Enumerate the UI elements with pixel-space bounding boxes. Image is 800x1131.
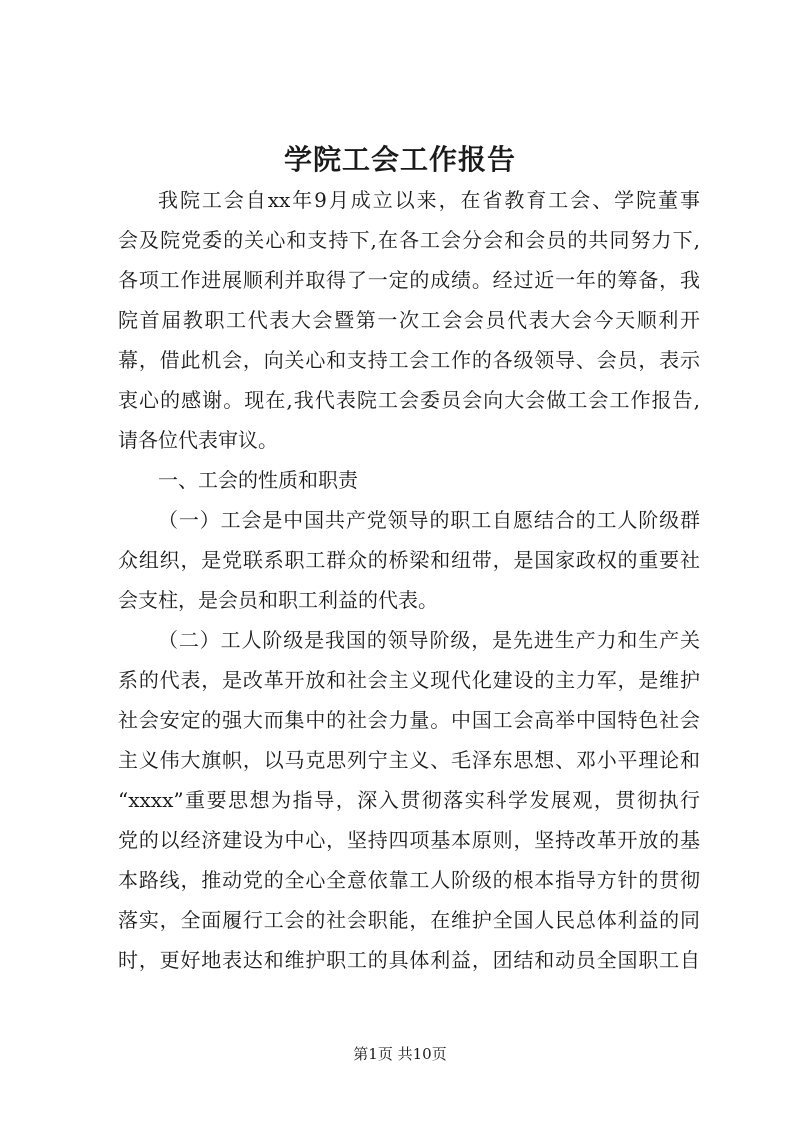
section-heading-text: 一、工会的性质和职责 — [158, 468, 358, 492]
paragraph-intro — [118, 180, 700, 460]
paragraph-line: 幕，借此机会，向关心和支持工会工作的各级领导、会员，表示 — [118, 348, 700, 372]
page-number-footer: 第1页 共10页 — [353, 1045, 447, 1063]
paragraph-line: 我院工会自xx年9月成立以来，在省教育工会、学院董事 — [158, 188, 700, 212]
paragraph-line: 本路线，推动党的全心全意依靠工人阶级的根本指导方针的贯彻 — [118, 868, 700, 892]
paragraph-line: 请各位代表审议。 — [118, 428, 278, 452]
paragraph-item-1 — [118, 500, 700, 620]
paragraph-line: 衷心的感谢。现在,我代表院工会委员会向大会做工会工作报告, — [118, 388, 700, 412]
document-body — [118, 180, 700, 980]
paragraph-line: （一）工会是中国共产党领导的职工自愿结合的工人阶级群 — [158, 508, 700, 532]
paragraph-item-2 — [118, 620, 700, 980]
paragraph-line: 时，更好地表达和维护职工的具体利益，团结和动员全国职工自 — [118, 948, 700, 972]
paragraph-line: 众组织，是党联系职工群众的桥梁和纽带，是国家政权的重要社 — [118, 548, 700, 572]
paragraph-line: 各项工作进展顺利并取得了一定的成绩。经过近一年的筹备，我 — [118, 268, 700, 292]
paragraph-line: （二）工人阶级是我国的领导阶级，是先进生产力和生产关 — [158, 628, 700, 652]
paragraph-line: “xxxx”重要思想为指导，深入贯彻落实科学发展观，贯彻执行 — [118, 788, 700, 812]
paragraph-line: 会及院党委的关心和支持下,在各工会分会和会员的共同努力下, — [118, 228, 700, 252]
document-title: 学院工会工作报告 — [283, 143, 516, 176]
paragraph-line: 党的以经济建设为中心，坚持四项基本原则，坚持改革开放的基 — [118, 828, 700, 852]
paragraph-line: 院首届教职工代表大会暨第一次工会会员代表大会今天顺利开 — [118, 308, 700, 332]
paragraph-line: 落实，全面履行工会的社会职能，在维护全国人民总体利益的同 — [118, 908, 700, 932]
paragraph-line: 主义伟大旗帜，以马克思列宁主义、毛泽东思想、邓小平理论和 — [118, 748, 700, 772]
paragraph-line: 社会安定的强大而集中的社会力量。中国工会高举中国特色社会 — [118, 708, 700, 732]
section-heading — [118, 460, 700, 500]
paragraph-line: 系的代表，是改革开放和社会主义现代化建设的主力军，是维护 — [118, 668, 700, 692]
paragraph-line: 会支柱，是会员和职工利益的代表。 — [118, 588, 438, 612]
